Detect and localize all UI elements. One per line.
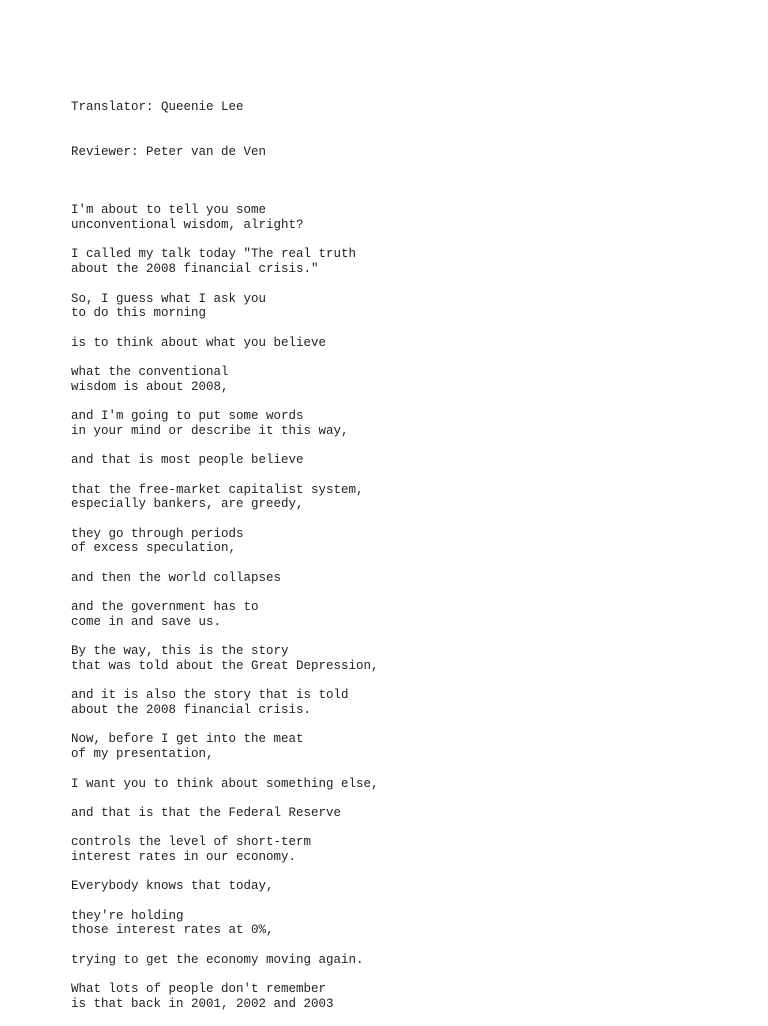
- transcript-line: that the free-market capitalist system,: [71, 482, 364, 497]
- transcript-line: of my presentation,: [71, 747, 214, 762]
- transcript-line: wisdom is about 2008,: [71, 379, 229, 394]
- transcript-paragraph: [71, 247, 731, 276]
- transcript-line: come in and save us.: [71, 614, 222, 629]
- transcript-line: So, I guess what I ask you: [71, 291, 267, 306]
- transcript-paragraph: [71, 806, 731, 821]
- transcript-line: they go through periods: [71, 526, 244, 541]
- transcript-paragraph: [71, 953, 731, 968]
- transcript-line: is to think about what you believe: [71, 335, 327, 350]
- transcript-paragraph: [71, 688, 731, 717]
- transcript-line: By the way, this is the story: [71, 644, 289, 659]
- transcript-line: What lots of people don't remember: [71, 982, 327, 997]
- transcript-paragraph: [71, 982, 731, 1011]
- transcript-line: and the government has to: [71, 600, 259, 615]
- transcript-line: to do this morning: [71, 306, 207, 321]
- transcript-line: about the 2008 financial crisis.: [71, 703, 312, 718]
- transcript-line: I'm about to tell you some: [71, 203, 267, 218]
- transcript-line: and I'm going to put some words: [71, 409, 304, 424]
- transcript-paragraph: [71, 777, 731, 792]
- transcript-line: in your mind or describe it this way,: [71, 423, 349, 438]
- transcript-page: [71, 71, 731, 1026]
- transcript-line: they're holding: [71, 908, 184, 923]
- credits-block: [71, 71, 731, 189]
- transcript-line: interest rates in our economy.: [71, 850, 297, 864]
- translator-credit: Translator: Queenie Lee: [71, 100, 244, 115]
- transcript-line: Everybody knows that today,: [71, 879, 274, 894]
- transcript-line: unconventional wisdom, alright?: [71, 218, 304, 233]
- transcript-paragraph: [71, 571, 731, 586]
- transcript-paragraph: [71, 879, 731, 894]
- transcript-paragraph: [71, 527, 731, 556]
- reviewer-credit: Reviewer: Peter van de Ven: [71, 144, 267, 159]
- transcript-paragraph: [71, 909, 731, 938]
- transcript-line: especially bankers, are greedy,: [71, 497, 304, 512]
- transcript-line: and it is also the story that is told: [71, 688, 349, 703]
- transcript-paragraph: [71, 365, 731, 394]
- transcript-paragraph: [71, 453, 731, 468]
- transcript-line: what the conventional: [71, 364, 229, 379]
- transcript-line: I want you to think about something else,: [71, 776, 379, 791]
- transcript-line: I called my talk today "The real truth: [71, 247, 357, 262]
- transcript-line: controls the level of short-term: [71, 835, 312, 850]
- transcript-paragraph: [71, 336, 731, 351]
- transcript-paragraph: [71, 835, 731, 864]
- transcript-paragraph: [71, 600, 731, 629]
- transcript-line: that was told about the Great Depression,: [71, 658, 379, 673]
- transcript-line: of excess speculation,: [71, 541, 237, 556]
- transcript-line: and then the world collapses: [71, 570, 282, 585]
- transcript-paragraph: [71, 409, 731, 438]
- transcript-line: about the 2008 financial crisis.": [71, 262, 319, 277]
- transcript-paragraph: [71, 203, 731, 232]
- transcript-paragraph: [71, 732, 731, 761]
- transcript-line: and that is that the Federal Reserve: [71, 805, 342, 820]
- transcript-body: [71, 203, 731, 1011]
- transcript-line: Now, before I get into the meat: [71, 732, 304, 747]
- transcript-line: those interest rates at 0%,: [71, 923, 274, 938]
- transcript-paragraph: [71, 644, 731, 673]
- transcript-line: trying to get the economy moving again.: [71, 952, 364, 967]
- transcript-paragraph: [71, 483, 731, 512]
- transcript-paragraph: [71, 292, 731, 321]
- transcript-line: is that back in 2001, 2002 and 2003: [71, 996, 334, 1011]
- transcript-line: and that is most people believe: [71, 453, 304, 468]
